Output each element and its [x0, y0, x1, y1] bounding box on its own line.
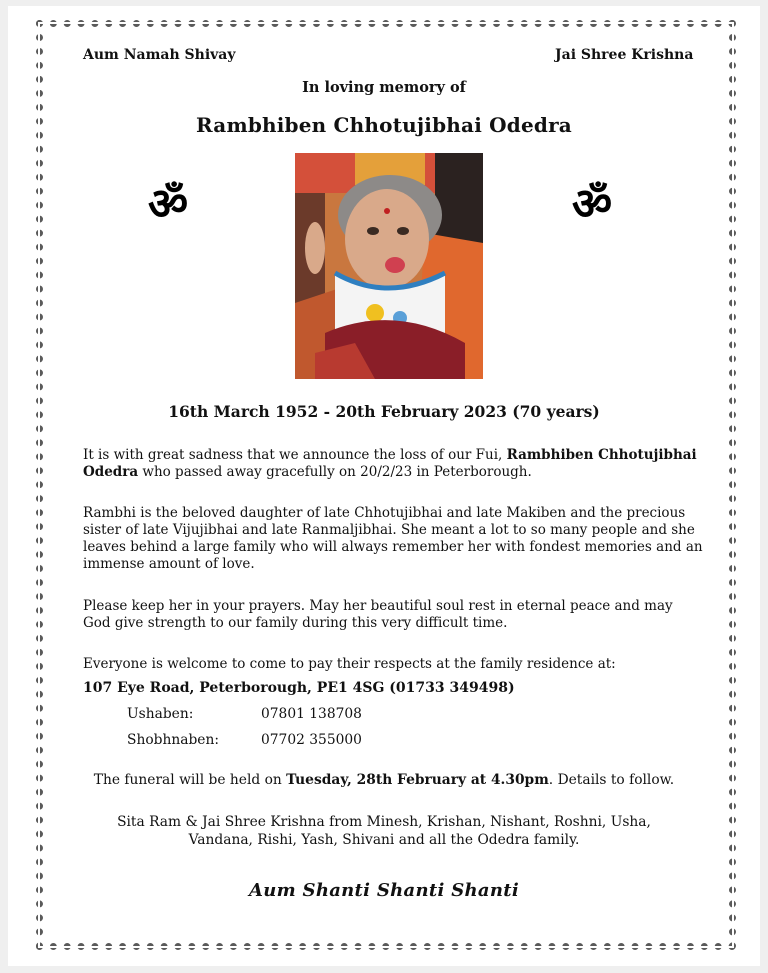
- life-dates: 16th March 1952 - 20th February 2023 (70 years): [168, 402, 600, 421]
- funeral-text-start: The funeral will be held on: [93, 772, 287, 788]
- residence-intro: Everyone is welcome to come to pay their respects at the family residence at:: [83, 656, 616, 672]
- right-greeting: Jai Shree Krishna: [555, 47, 694, 63]
- contact-phone-2: 07702 355000: [261, 732, 362, 748]
- funeral-text-end: . Details to follow.: [548, 772, 675, 788]
- biography-paragraph: Rambhi is the beloved daughter of late Chhotujibhai and late Makiben and the precious sister of late Vijujibhai and late Ranmaljibhai. She meant a lot to so many people and she leaves behind a large family who will always remember her with fondest memories and an immense amount of love.: [83, 505, 703, 572]
- portrait-photo: [295, 153, 483, 379]
- announcement-text-start: It is with great sadness that we announce the loss of our Fui,: [83, 447, 507, 463]
- announcement-name: Rambhiben Chhotujibhai Odedra: [83, 447, 697, 480]
- funeral-date: Tuesday, 28th February at 4.30pm: [286, 772, 549, 788]
- funeral-details: [8, 771, 760, 789]
- announcement-text-end: who passed away gracefully on 20/2/23 in Peterborough.: [138, 464, 532, 480]
- memorial-page: [8, 6, 760, 966]
- family-message: Sita Ram & Jai Shree Krishna from Minesh, Krishan, Nishant, Roshni, Usha, Vandana, Rishi, Yash, Shivani and all the Odedra family.: [117, 814, 651, 848]
- memory-intro: In loving memory of: [302, 79, 466, 96]
- om-symbol-left-icon: ॐ: [148, 179, 189, 230]
- contact-name-2: Shobhnaben:: [127, 732, 220, 748]
- contact-phone-1: 07801 138708: [261, 706, 362, 722]
- contact-name-1: Ushaben:: [127, 706, 194, 722]
- announcement-paragraph: [83, 447, 703, 481]
- deceased-name: Rambhiben Chhotujibhai Odedra: [196, 113, 572, 137]
- portrait-illustration: [295, 153, 483, 379]
- residence-address: 107 Eye Road, Peterborough, PE1 4SG (01733 349498): [83, 680, 515, 696]
- left-greeting: Aum Namah Shivay: [83, 47, 236, 63]
- om-symbol-right-icon: ॐ: [572, 179, 613, 230]
- prayer-paragraph: Please keep her in your prayers. May her beautiful soul rest in eternal peace and may God give strength to our family during this very difficult time.: [83, 598, 673, 631]
- closing-prayer: Aum Shanti Shanti Shanti: [248, 880, 520, 901]
